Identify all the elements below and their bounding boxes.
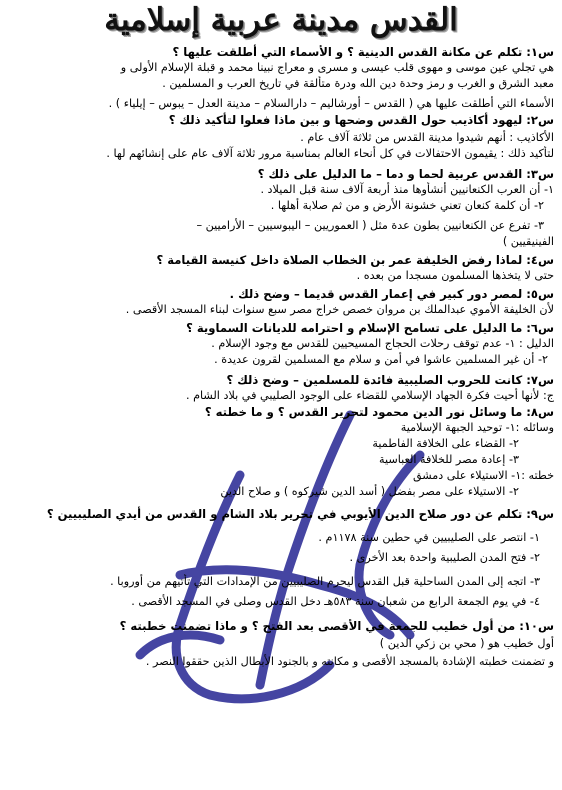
- question-line: س٩: تكلم عن دور صلاح الدين الأيوبي في تحرير بلاد الشام و القدس من أيدي الصليبيين ؟: [46, 507, 554, 521]
- question-line: س٧: كانت للحروب الصليبية فائدة للمسلمين – وضح ذلك ؟: [226, 373, 554, 387]
- answer-line: ١- أن العرب الكنعانيين أنشأوها منذ أربعة آلاف سنة قبل الميلاد .: [260, 183, 554, 196]
- question-line: س١٠: من أول خطيب للجمعة في الأقصى بعد الفتح ؟ و ماذا تضمنت خطبته ؟: [119, 619, 554, 633]
- answer-line: و تضمنت خطبته الإشادة بالمسجد الأقصى و مكانته و بالجنود الأبطال الذين حققوا النصر .: [145, 655, 554, 668]
- answer-line: ١- انتصر على الصليبيين في حطين سنة ١١٧٨م .: [318, 531, 540, 544]
- answer-line: الأسماء التي أطلقت عليها هي ( القدس – أورشاليم – دارالسلام – مدينة العدل – يبوس – إيلياء ) .: [108, 97, 554, 110]
- answer-line: ٢- القضاء على الخلافة الفاطمية: [372, 437, 519, 450]
- answer-line: ٢- أن غير المسلمين عاشوا في أمن و سلام مع المسلمين لقرون عديدة .: [214, 353, 548, 366]
- answer-line: أول خطيب هو ( محي بن زكي الدين ): [379, 637, 554, 650]
- answer-line: حتى لا يتخذها المسلمون مسجدا من بعده .: [356, 269, 554, 282]
- answer-line: معبد الشرق و الغرب و رمز وحدة دين الله ودرة متألقة في تاريخ العرب و المسلمين .: [162, 77, 554, 90]
- answer-line: خطته :١- الاستيلاء على دمشق: [412, 469, 554, 482]
- answer-line: لتأكيد ذلك : يقيمون الاحتفالات في كل أنحاء العالم بمناسبة مرور ثلاثة آلاف عام على إنشائهم لها .: [106, 147, 554, 160]
- answer-line: لأن الخليفة الأموي عبدالملك بن مروان خصص خراج مصر سبع سنوات لبناء المسجد الأقصى .: [125, 303, 554, 316]
- question-line: س٣: القدس عربية لحما و دما – ما الدليل على ذلك ؟: [257, 167, 554, 181]
- question-line: س٦: ما الدليل على تسامح الإسلام و احترامه للديانات السماوية ؟: [186, 321, 554, 335]
- answer-line: وسائله :١- توحيد الجبهة الإسلامية: [400, 421, 554, 434]
- answer-line: ٣- اتجه إلى المدن الساحلية قبل القدس ليحرم الصليبيين من الإمدادات التي تأتيهم من أوروبا .: [110, 575, 540, 588]
- answer-line: ج: لأنها أحيت فكرة الجهاد الإسلامي للقضاء على الوجود الصليبي في بلاد الشام .: [185, 389, 554, 402]
- answer-line: ٣- إعادة مصر للخلافة العباسية: [379, 453, 519, 466]
- answer-line: هي تجلي عين موسى و مهوى قلب عيسى و مسرى و معراج نبينا محمد و قبلة الإسلام الأولى و: [120, 61, 554, 74]
- question-line: س٤: لماذا رفض الخليفة عمر بن الخطاب الصلاة داخل كنيسة القيامة ؟: [156, 253, 554, 267]
- question-line: س٨: ما وسائل نور الدين محمود لتحرير القدس ؟ و ما خطته ؟: [204, 405, 554, 419]
- page-title: القدس مدينة عربية إسلامية: [104, 2, 458, 38]
- answer-line: ٢- الاستيلاء على مصر بفضل ( أسد الدين شيركوه ) و صلاح الدين: [220, 485, 519, 498]
- answer-line: الأكاذيب : أنهم شيدوا مدينة القدس من ثلاثة آلاف عام .: [300, 131, 554, 144]
- answer-line: الدليل : ١- عدم توقف رحلات الحجاج المسيحيين للقدس مع وجود الإسلام .: [211, 337, 554, 350]
- question-line: س٥: لمصر دور كبير في إعمار القدس قديما – وضح ذلك .: [229, 287, 554, 301]
- question-line: س٢: ليهود أكاذيب حول القدس وضحها و بين ماذا فعلوا لتأكيد ذلك ؟: [168, 113, 554, 127]
- answer-line: ٢- أن كلمة كنعان تعني خشونة الأرض و من ثم صلابة أهلها .: [270, 199, 544, 212]
- answer-line: الفينيقيين ): [502, 235, 554, 248]
- answer-line: ٢- فتح المدن الصليبية واحدة بعد الأخرى .: [349, 551, 540, 564]
- question-line: س١: تكلم عن مكانة القدس الدينية ؟ و الأسماء التي أطلقت عليها ؟: [172, 45, 554, 59]
- answer-line: ٣- تفرع عن الكنعانيين بطون عدة مثل ( العموريين – اليبوسيين – الأراميين –: [196, 219, 544, 232]
- answer-line: ٤- في يوم الجمعة الرابع من شعبان سنة ٥٨٣هـ دخل القدس وصلى في المسجد الأقصى .: [131, 595, 540, 608]
